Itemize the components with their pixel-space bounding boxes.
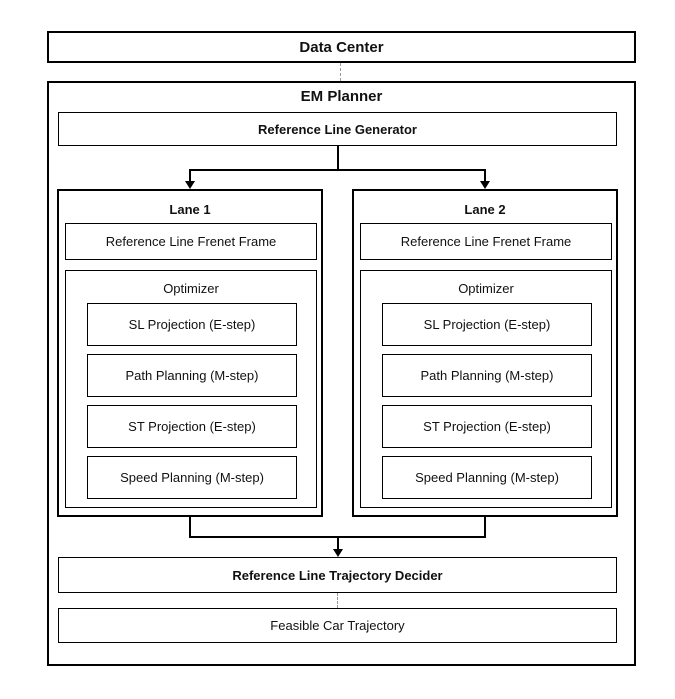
lane1-path-planning-box (87, 354, 297, 397)
lane1-frenet-frame-box (65, 223, 317, 260)
lane1-st-projection-box (87, 405, 297, 448)
lane2-sl-projection-label: SL Projection (E-step) (423, 317, 551, 332)
lane1-frenet-frame-label: Reference Line Frenet Frame (105, 234, 277, 249)
data-center-box (47, 31, 636, 63)
lane1-speed-planning-label: Speed Planning (M-step) (120, 470, 264, 485)
connector-split-horizontal (189, 169, 486, 171)
lane1-title: Lane 1 (169, 202, 211, 217)
connector-decider-feasible (337, 593, 338, 608)
arrow-down-icon (480, 181, 490, 189)
connector-merge-right (484, 517, 486, 538)
reference-line-generator-label: Reference Line Generator (258, 121, 417, 137)
lane2-frenet-frame-box (360, 223, 612, 260)
lane2-speed-planning-label: Speed Planning (M-step) (415, 470, 559, 485)
data-center-label: Data Center (299, 38, 384, 56)
lane1-optimizer-title: Optimizer (163, 281, 219, 296)
lane2-speed-planning-box (382, 456, 592, 499)
connector-merge-left (189, 517, 191, 538)
lane2-optimizer-box (360, 270, 612, 508)
connector-rlg-stem (337, 146, 339, 170)
lane1-sl-projection-label: SL Projection (E-step) (128, 317, 256, 332)
lane2-path-planning-label: Path Planning (M-step) (420, 368, 554, 383)
lane2-st-projection-box (382, 405, 592, 448)
arrow-down-icon (185, 181, 195, 189)
lane2-optimizer-title: Optimizer (458, 281, 514, 296)
feasible-trajectory-label: Feasible Car Trajectory (270, 618, 405, 633)
lane1-speed-planning-box (87, 456, 297, 499)
lane2-sl-projection-box (382, 303, 592, 346)
lane2-box (352, 189, 618, 517)
feasible-trajectory-box (58, 608, 617, 643)
lane1-optimizer-box (65, 270, 317, 508)
lane1-path-planning-label: Path Planning (M-step) (125, 368, 259, 383)
lane2-path-planning-box (382, 354, 592, 397)
trajectory-decider-label: Reference Line Trajectory Decider (232, 567, 443, 583)
connector-merge-stem (337, 536, 339, 550)
em-planner-title: EM Planner (300, 88, 383, 105)
lane2-st-projection-label: ST Projection (E-step) (423, 419, 551, 434)
lane2-frenet-frame-label: Reference Line Frenet Frame (400, 234, 572, 249)
lane1-st-projection-label: ST Projection (E-step) (128, 419, 256, 434)
lane1-box (57, 189, 323, 517)
trajectory-decider-box (58, 557, 617, 593)
lane2-title: Lane 2 (464, 202, 506, 217)
connector-datacenter-emplanner (340, 63, 341, 81)
reference-line-generator-box (58, 112, 617, 146)
arrow-down-icon (333, 549, 343, 557)
lane1-sl-projection-box (87, 303, 297, 346)
